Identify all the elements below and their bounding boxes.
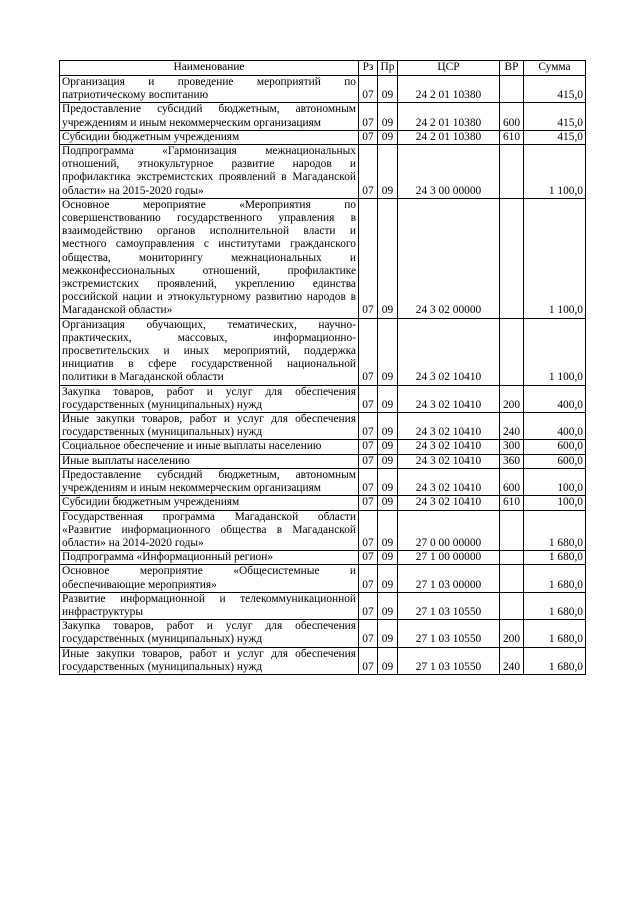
- cell-rz: 07: [359, 565, 378, 592]
- cell-csr: 24 3 02 10410: [398, 468, 500, 495]
- header-rz: Рз: [359, 61, 378, 76]
- table-row: [60, 496, 586, 510]
- cell-rz: 07: [359, 551, 378, 565]
- cell-rz: 07: [359, 440, 378, 454]
- table-body: [60, 76, 586, 675]
- table-row: [60, 145, 586, 199]
- cell-name: Субсидии бюджетным учреждениям: [60, 130, 359, 144]
- cell-pr: 09: [378, 145, 398, 199]
- table-row: [60, 440, 586, 454]
- cell-sum: 1 100,0: [524, 145, 586, 199]
- cell-name: Основное мероприятие «Общесистемные и обеспечивающие мероприятия»: [60, 565, 359, 592]
- table-row: [60, 592, 586, 619]
- cell-vr: [500, 318, 524, 385]
- cell-sum: 100,0: [524, 468, 586, 495]
- cell-vr: [500, 551, 524, 565]
- cell-vr: 200: [500, 385, 524, 412]
- cell-csr: 24 3 02 00000: [398, 198, 500, 318]
- cell-csr: 27 1 03 10550: [398, 647, 500, 674]
- cell-sum: 600,0: [524, 454, 586, 468]
- table-row: [60, 318, 586, 385]
- cell-csr: 24 2 01 10380: [398, 130, 500, 144]
- cell-vr: 360: [500, 454, 524, 468]
- cell-rz: 07: [359, 103, 378, 130]
- cell-pr: 09: [378, 565, 398, 592]
- cell-pr: 09: [378, 413, 398, 440]
- header-sum: Сумма: [524, 61, 586, 76]
- table-row: [60, 413, 586, 440]
- cell-name: Предоставление субсидий бюджетным, автономным учреждениям и иным некоммерческим организациям: [60, 103, 359, 130]
- cell-sum: 100,0: [524, 496, 586, 510]
- cell-rz: 07: [359, 413, 378, 440]
- cell-vr: 610: [500, 496, 524, 510]
- cell-csr: 27 1 03 10550: [398, 592, 500, 619]
- cell-csr: 27 0 00 00000: [398, 510, 500, 551]
- table-row: [60, 76, 586, 103]
- cell-name: Организация и проведение мероприятий по патриотическому воспитанию: [60, 76, 359, 103]
- table-row: [60, 647, 586, 674]
- cell-vr: 240: [500, 413, 524, 440]
- cell-rz: 07: [359, 76, 378, 103]
- cell-pr: 09: [378, 198, 398, 318]
- cell-vr: [500, 145, 524, 199]
- cell-name: Иные закупки товаров, работ и услуг для обеспечения государственных (муниципальных) нужд: [60, 413, 359, 440]
- header-vr: ВР: [500, 61, 524, 76]
- cell-rz: 07: [359, 647, 378, 674]
- cell-sum: 1 680,0: [524, 647, 586, 674]
- cell-rz: 07: [359, 510, 378, 551]
- cell-pr: 09: [378, 510, 398, 551]
- cell-csr: 24 3 02 10410: [398, 413, 500, 440]
- cell-sum: 1 680,0: [524, 551, 586, 565]
- cell-name: Закупка товаров, работ и услуг для обеспечения государственных (муниципальных) нужд: [60, 620, 359, 647]
- cell-pr: 09: [378, 76, 398, 103]
- cell-csr: 24 2 01 10380: [398, 103, 500, 130]
- cell-vr: [500, 198, 524, 318]
- cell-sum: 600,0: [524, 440, 586, 454]
- cell-csr: 24 3 02 10410: [398, 454, 500, 468]
- cell-pr: 09: [378, 130, 398, 144]
- cell-sum: 1 680,0: [524, 620, 586, 647]
- cell-pr: 09: [378, 440, 398, 454]
- cell-vr: 200: [500, 620, 524, 647]
- cell-pr: 09: [378, 496, 398, 510]
- cell-vr: 610: [500, 130, 524, 144]
- header-pr: Пр: [378, 61, 398, 76]
- cell-csr: 27 1 00 00000: [398, 551, 500, 565]
- cell-pr: 09: [378, 551, 398, 565]
- cell-vr: [500, 76, 524, 103]
- cell-name: Социальное обеспечение и иные выплаты населению: [60, 440, 359, 454]
- cell-sum: 1 100,0: [524, 198, 586, 318]
- cell-vr: 600: [500, 103, 524, 130]
- cell-rz: 07: [359, 385, 378, 412]
- cell-name: Развитие информационной и телекоммуникационной инфраструктуры: [60, 592, 359, 619]
- cell-name: Государственная программа Магаданской области «Развитие информационного общества в Магаданской области» на 2014-2020 годы»: [60, 510, 359, 551]
- header-row: [60, 61, 586, 76]
- cell-pr: 09: [378, 468, 398, 495]
- cell-pr: 09: [378, 103, 398, 130]
- cell-sum: 1 680,0: [524, 592, 586, 619]
- budget-table: [59, 60, 586, 675]
- cell-pr: 09: [378, 318, 398, 385]
- table-row: [60, 385, 586, 412]
- table-row: [60, 620, 586, 647]
- table-row: [60, 551, 586, 565]
- header-csr: ЦСР: [398, 61, 500, 76]
- cell-pr: 09: [378, 592, 398, 619]
- cell-name: Закупка товаров, работ и услуг для обеспечения государственных (муниципальных) нужд: [60, 385, 359, 412]
- cell-rz: 07: [359, 198, 378, 318]
- cell-sum: 400,0: [524, 385, 586, 412]
- cell-csr: 24 3 00 00000: [398, 145, 500, 199]
- cell-rz: 07: [359, 620, 378, 647]
- cell-csr: 24 2 01 10380: [398, 76, 500, 103]
- cell-name: Подпрограмма «Гармонизация межнациональных отношений, этнокультурное развитие народов и профилактика экстремистских проявлений в Магаданской области» на 2015-2020 годы»: [60, 145, 359, 199]
- cell-name: Иные выплаты населению: [60, 454, 359, 468]
- table-row: [60, 130, 586, 144]
- cell-sum: 1 680,0: [524, 510, 586, 551]
- cell-rz: 07: [359, 318, 378, 385]
- cell-csr: 24 3 02 10410: [398, 385, 500, 412]
- cell-pr: 09: [378, 647, 398, 674]
- cell-rz: 07: [359, 496, 378, 510]
- cell-name: Подпрограмма «Информационный регион»: [60, 551, 359, 565]
- cell-csr: 24 3 02 10410: [398, 496, 500, 510]
- cell-name: Субсидии бюджетным учреждениям: [60, 496, 359, 510]
- cell-vr: 600: [500, 468, 524, 495]
- cell-sum: 415,0: [524, 130, 586, 144]
- table-row: [60, 565, 586, 592]
- cell-sum: 415,0: [524, 76, 586, 103]
- cell-vr: [500, 565, 524, 592]
- cell-sum: 1 100,0: [524, 318, 586, 385]
- table-row: [60, 103, 586, 130]
- cell-csr: 27 1 03 00000: [398, 565, 500, 592]
- cell-vr: 240: [500, 647, 524, 674]
- cell-sum: 1 680,0: [524, 565, 586, 592]
- cell-name: Основное мероприятие «Мероприятия по совершенствованию государственного управления в взаимодействию органов исполнительной власти и местного самоуправления с институтами гражданского общества, мониторингу межнациональных и межконфессиональных отношений, профилактике экстремистских проявлений, укреплению единства российской нации и этнокультурному развитию народов в Магаданской области»: [60, 198, 359, 318]
- cell-sum: 400,0: [524, 413, 586, 440]
- cell-name: Иные закупки товаров, работ и услуг для обеспечения государственных (муниципальных) нужд: [60, 647, 359, 674]
- cell-sum: 415,0: [524, 103, 586, 130]
- cell-vr: [500, 592, 524, 619]
- cell-pr: 09: [378, 385, 398, 412]
- cell-rz: 07: [359, 592, 378, 619]
- cell-name: Организация обучающих, тематических, научно-практических, массовых, информационно-просветительских и иных мероприятий, поддержка инициатив в сфере государственной национальной политики в Магаданской области: [60, 318, 359, 385]
- cell-rz: 07: [359, 454, 378, 468]
- cell-pr: 09: [378, 620, 398, 647]
- table-row: [60, 454, 586, 468]
- table-row: [60, 510, 586, 551]
- cell-rz: 07: [359, 130, 378, 144]
- cell-csr: 24 3 02 10410: [398, 318, 500, 385]
- cell-vr: 300: [500, 440, 524, 454]
- cell-csr: 24 3 02 10410: [398, 440, 500, 454]
- cell-name: Предоставление субсидий бюджетным, автономным учреждениям и иным некоммерческим организациям: [60, 468, 359, 495]
- cell-rz: 07: [359, 468, 378, 495]
- header-name: Наименование: [60, 61, 359, 76]
- table-row: [60, 198, 586, 318]
- table-row: [60, 468, 586, 495]
- cell-vr: [500, 510, 524, 551]
- cell-pr: 09: [378, 454, 398, 468]
- cell-csr: 27 1 03 10550: [398, 620, 500, 647]
- cell-rz: 07: [359, 145, 378, 199]
